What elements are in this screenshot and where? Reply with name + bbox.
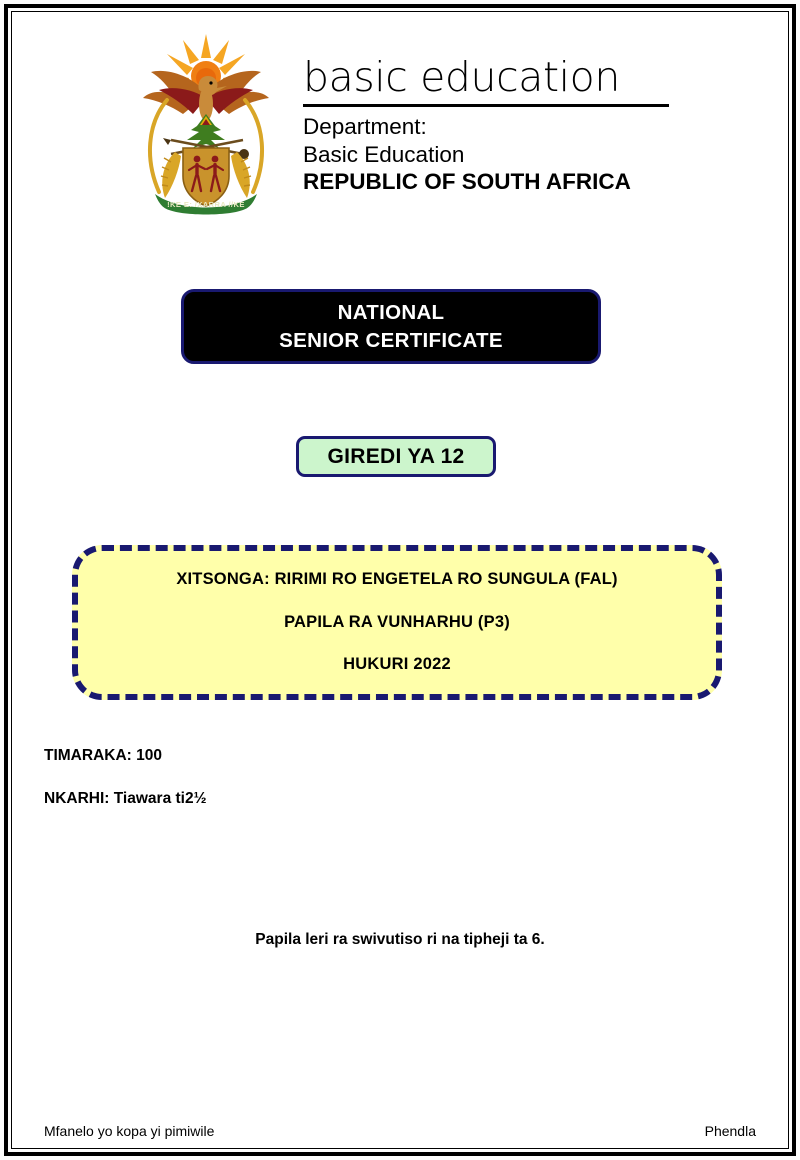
department-label: Department:	[303, 114, 427, 140]
brand-underline-rule	[303, 104, 669, 107]
exam-session-year: HUKURI 2022	[343, 655, 451, 674]
department-name: Basic Education	[303, 141, 465, 167]
country-name: REPUBLIC OF SOUTH AFRICA	[303, 169, 631, 195]
grade-box	[296, 436, 496, 477]
south-african-coat-of-arms-icon	[131, 28, 281, 218]
national-senior-certificate-banner	[181, 289, 601, 364]
subject-title: XITSONGA: RIRIMI RO ENGETELA RO SUNGULA (FAL)	[176, 569, 618, 588]
page-count-notice: Papila leri ra swivutiso ri na tipheji ta 6.	[255, 931, 545, 948]
brand-title: basic education	[303, 53, 620, 101]
svg-text:!KE E: /XARRA //KE: !KE E: /XARRA //KE	[167, 200, 245, 209]
grade-label: GIREDI YA 12	[327, 444, 465, 468]
page-content	[20, 20, 780, 1140]
masthead	[20, 28, 780, 218]
banner-line-national: NATIONAL	[337, 301, 445, 325]
subject-box	[72, 545, 722, 700]
page-footer	[44, 1123, 756, 1139]
turn-over-notice: Phendla	[704, 1123, 756, 1139]
time-line: NKARHI: Tiawara ti2½	[44, 789, 207, 807]
copyright-notice: Mfanelo yo kopa yi pimiwile	[44, 1123, 215, 1139]
marks-line: TIMARAKA: 100	[44, 747, 162, 764]
paper-number: PAPILA RA VUNHARHU (P3)	[284, 612, 510, 631]
banner-line-senior-certificate: SENIOR CERTIFICATE	[279, 328, 503, 352]
exam-meta-block	[44, 747, 444, 808]
brand-text-block	[303, 28, 669, 196]
